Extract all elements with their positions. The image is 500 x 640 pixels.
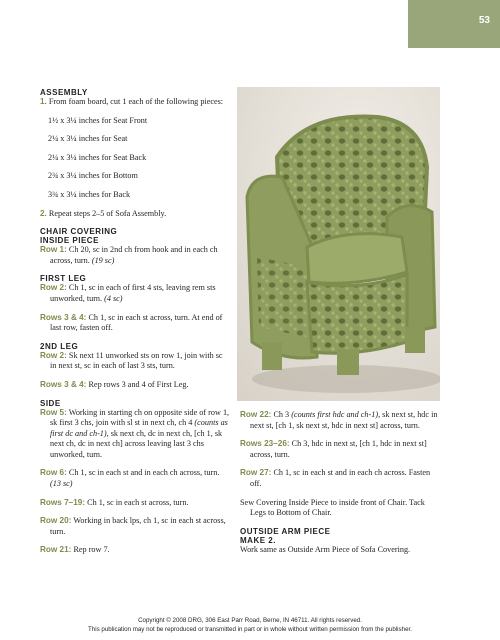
row-1: Row 1: Ch 20, sc in 2nd ch from hook and in each ch across, turn. (19 sc)	[40, 245, 218, 265]
assembly-step-1: 1. From foam board, cut 1 each of the following pieces:	[40, 97, 224, 106]
first-leg-heading: FIRST LEG	[40, 274, 87, 284]
piece-4: 2¾ x 3¼ inches for Bottom	[48, 171, 138, 181]
piece-2: 2¼ x 3¼ inches for Seat	[48, 134, 128, 144]
piece-1: 1½ x 3¼ inches for Seat Front	[48, 115, 148, 125]
row-21: Row 21: Rep row 7.	[40, 545, 110, 555]
crocheted-chair-photo	[237, 87, 440, 401]
left-column	[40, 88, 230, 556]
page-number-tab	[408, 0, 500, 48]
row-27: Row 27: Ch 1, sc in each st and in each ch across. Fasten off.	[240, 468, 431, 488]
piece-5: 3¾ x 3¼ inches for Back	[48, 189, 131, 199]
page-number: 53	[478, 15, 490, 26]
inside-piece-heading: INSIDE PIECE	[40, 236, 99, 246]
row-2-second-leg: Row 2: Sk next 11 unworked sts on row 1, join with sc in next st, sc in each of last 3 sts, turn.	[40, 350, 223, 371]
rows-7-19: Rows 7–19: Ch 1, sc in each st across, turn.	[40, 497, 189, 507]
row-20: Row 20: Working in back lps, ch 1, sc in each st across, turn.	[40, 516, 226, 536]
assembly-step-2: 2. Repeat steps 2–5 of Sofa Assembly.	[40, 208, 167, 218]
reproduction-notice: This publication may not be reproduced or transmitted in part or in whole without written permission from the publisher.	[88, 626, 412, 633]
sew-instructions: Sew Covering Inside Piece to inside front of Chair. Tack Legs to Bottom of Chair.	[240, 497, 425, 518]
make-2-heading: MAKE 2.	[240, 535, 276, 545]
outside-arm-heading: OUTSIDE ARM PIECE	[240, 526, 331, 536]
row-6: Row 6: Ch 1, sc in each st and in each ch across, turn. (13 sc)	[40, 468, 220, 489]
row-5: Row 5: Working in starting ch on opposite side of row 1, sk first 3 chs, join with sl st in next ch, ch 4 (counts as first dc and ch-1), sk next ch, dc in next ch, [ch 1, sk next ch, dc in next ch] across leaving last 3 chs unworked, turn.	[40, 407, 230, 459]
piece-3: 2¼ x 3¼ inches for Seat Back	[48, 152, 147, 162]
chair-covering-heading: CHAIR COVERING	[40, 227, 118, 237]
assembly-heading: ASSEMBLY	[40, 88, 88, 97]
copyright-line: Copyright © 2008 DRG, 306 East Parr Road, Berne, IN 46711. All rights reserved.	[138, 617, 362, 624]
armchair-illustration	[237, 87, 440, 401]
rows-3-4: Rows 3 & 4: Ch 1, sc in each st across, turn. At end of last row, fasten off.	[40, 312, 223, 333]
side-heading: SIDE	[40, 398, 61, 408]
rows-23-26: Rows 23–26: Ch 3, hdc in next st, [ch 1, hdc in next st] across, turn.	[240, 439, 427, 459]
row-22: Row 22: Ch 3 (counts first hdc and ch-1), sk next st, hdc in next st, [ch 1, sk next st, hdc in next st] across, turn.	[240, 410, 438, 430]
second-leg-heading: 2ND LEG	[40, 341, 79, 351]
right-column	[240, 410, 440, 555]
rows-3-4-second-leg: Rows 3 & 4: Rep rows 3 and 4 of First Leg.	[40, 379, 189, 389]
outside-arm-text: Work same as Outside Arm Piece of Sofa Covering.	[240, 544, 411, 554]
row-2: Row 2: Ch 1, sc in each of first 4 sts, leaving rem sts unworked, turn. (4 sc)	[40, 283, 216, 303]
